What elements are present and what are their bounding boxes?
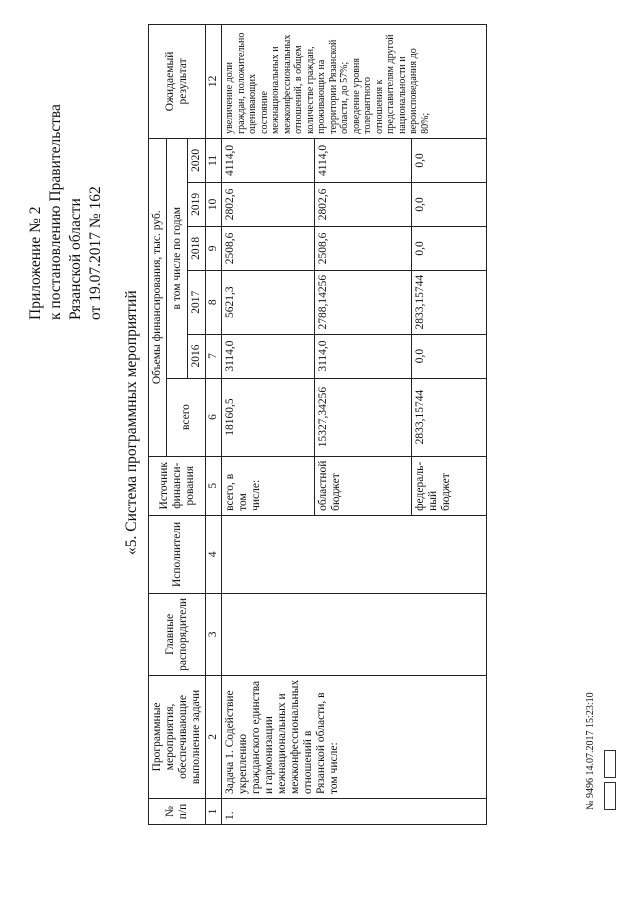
header-source: Источник финанси-рования (149, 456, 206, 515)
header-num: № п/п (149, 799, 206, 825)
row-year-value: 2508,6 (315, 226, 412, 270)
col-number: 3 (206, 593, 222, 675)
col-number: 6 (206, 378, 222, 456)
row-year-value: 2788,14256 (315, 270, 412, 334)
appendix-region: Рязанской области (67, 198, 84, 320)
appendix-header (26, 20, 106, 320)
col-number: 10 (206, 182, 222, 226)
header-executors: Исполнители (149, 515, 206, 593)
row-year-value: 4114,0 (315, 138, 412, 182)
header-total: всего (167, 378, 206, 456)
appendix-to-resolution: к постановлению Правительства (47, 104, 64, 320)
row-year-value: 3114,0 (222, 334, 315, 378)
row-total: 2833,15744 (412, 378, 487, 456)
row-source: федераль-ный бюджет (412, 456, 487, 515)
row-source: всего, в том числе: (222, 456, 315, 515)
registration-footer: № 9496 14.07.2017 15:23:10 (585, 692, 596, 810)
header-volumes: Объемы финансирования, тыс. руб. (149, 138, 167, 456)
program-events-table (148, 24, 487, 825)
row-result: увеличение доли граждан, положительно оценивающих состояние межнациональных и межконфессиональных отношений, в общем количестве граждан, проживающих на территории Рязанской области, до 57%; доведение уровня толерантного отношения к представителям другой национальности и вероисповедания до 80%; (222, 24, 487, 138)
column-numbers-row (206, 24, 222, 824)
col-number: 4 (206, 515, 222, 593)
row-year-value: 2802,6 (222, 182, 315, 226)
header-result: Ожидаемый результат (149, 24, 206, 138)
header-events: Программные мероприятия, обеспечивающие выполнение задачи (149, 675, 206, 798)
header-managers: Главные распорядители (149, 593, 206, 675)
appendix-number: Приложение № 2 (27, 206, 44, 320)
row-total: 15327,34256 (315, 378, 412, 456)
row-year-value: 3114,0 (315, 334, 412, 378)
row-year-value: 2802,6 (315, 182, 412, 226)
header-year: 2020 (188, 138, 206, 182)
col-number: 7 (206, 334, 222, 378)
row-year-value: 2833,15744 (412, 270, 487, 334)
row-year-value: 0,0 (412, 138, 487, 182)
row-total: 18160,5 (222, 378, 315, 456)
row-source: областной бюджет (315, 456, 412, 515)
table-row (222, 24, 315, 824)
row-manager (222, 593, 487, 675)
row-year-value: 0,0 (412, 226, 487, 270)
stamp-box (604, 750, 616, 778)
row-year-value: 4114,0 (222, 138, 315, 182)
row-year-value: 0,0 (412, 334, 487, 378)
section-title: «5. Система программных мероприятий (123, 290, 140, 555)
registration-stamp-logo (604, 750, 616, 810)
col-number: 9 (206, 226, 222, 270)
row-executor (222, 515, 487, 593)
col-number: 12 (206, 24, 222, 138)
appendix-date: от 19.07.2017 № 162 (87, 186, 104, 320)
row-num: 1. (222, 799, 487, 825)
header-year: 2016 (188, 334, 206, 378)
header-year: 2018 (188, 226, 206, 270)
row-year-value: 5621,3 (222, 270, 315, 334)
col-number: 5 (206, 456, 222, 515)
col-number: 11 (206, 138, 222, 182)
row-year-value: 0,0 (412, 182, 487, 226)
col-number: 2 (206, 675, 222, 798)
header-year: 2019 (188, 182, 206, 226)
col-number: 8 (206, 270, 222, 334)
col-number: 1 (206, 799, 222, 825)
row-event: Задача 1. Содействие укреплению гражданского единства и гармонизации межнациональных и межконфессиональных отношений в Рязанской области, в том числе: (222, 675, 487, 798)
header-by-years: в том числе по годам (167, 138, 188, 378)
stamp-box (604, 782, 616, 810)
row-year-value: 2508,6 (222, 226, 315, 270)
header-year: 2017 (188, 270, 206, 334)
